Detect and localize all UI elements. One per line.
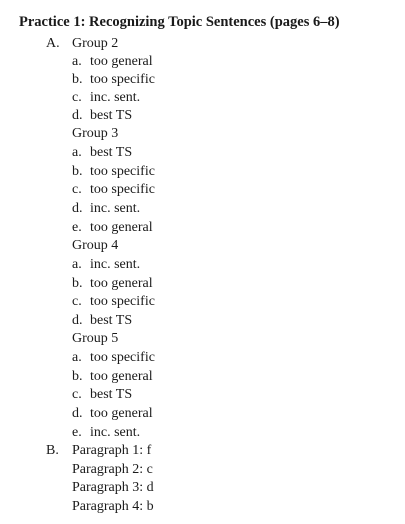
paragraph-answer: Paragraph 3: d: [72, 480, 154, 495]
item-letter: e.: [72, 425, 82, 440]
item-text: best TS: [90, 108, 133, 123]
item-letter: a.: [72, 350, 82, 365]
item-letter: c.: [72, 90, 82, 105]
paragraph-answer: Paragraph 1: f: [72, 443, 152, 458]
item-text: inc. sent.: [90, 425, 141, 440]
item-letter: c.: [72, 294, 82, 309]
item-text: best TS: [90, 387, 133, 402]
item-text: too specific: [90, 182, 155, 197]
item-text: too general: [90, 220, 153, 235]
item-letter: c.: [72, 182, 82, 197]
item-letter: a.: [72, 54, 82, 69]
item-letter: b.: [72, 276, 83, 291]
item-text: best TS: [90, 313, 133, 328]
paragraph-answer: Paragraph 2: c: [72, 462, 153, 477]
item-letter: a.: [72, 145, 82, 160]
item-letter: e.: [72, 220, 82, 235]
item-letter: c.: [72, 387, 82, 402]
item-text: too specific: [90, 350, 155, 365]
item-letter: d.: [72, 108, 83, 123]
paragraph-answer: Paragraph 4: b: [72, 499, 154, 514]
item-text: inc. sent.: [90, 201, 141, 216]
item-text: too general: [90, 369, 153, 384]
item-letter: d.: [72, 201, 83, 216]
page-title: Practice 1: Recognizing Topic Sentences (pages 6–8): [19, 14, 340, 30]
item-letter: a.: [72, 257, 82, 272]
item-letter: b.: [72, 164, 83, 179]
section-b-letter: B.: [46, 443, 59, 458]
item-text: inc. sent.: [90, 90, 141, 105]
item-letter: b.: [72, 369, 83, 384]
item-letter: b.: [72, 72, 83, 87]
item-text: too specific: [90, 164, 155, 179]
item-text: too specific: [90, 294, 155, 309]
item-text: too general: [90, 54, 153, 69]
group-label: Group 5: [72, 331, 119, 346]
item-text: too general: [90, 276, 153, 291]
group-label: Group 4: [72, 238, 119, 253]
item-text: best TS: [90, 145, 133, 160]
item-text: inc. sent.: [90, 257, 141, 272]
group-label: Group 2: [72, 36, 119, 51]
item-text: too specific: [90, 72, 155, 87]
section-a-letter: A.: [46, 36, 60, 51]
item-text: too general: [90, 406, 153, 421]
item-letter: d.: [72, 313, 83, 328]
item-letter: d.: [72, 406, 83, 421]
group-label: Group 3: [72, 126, 119, 141]
